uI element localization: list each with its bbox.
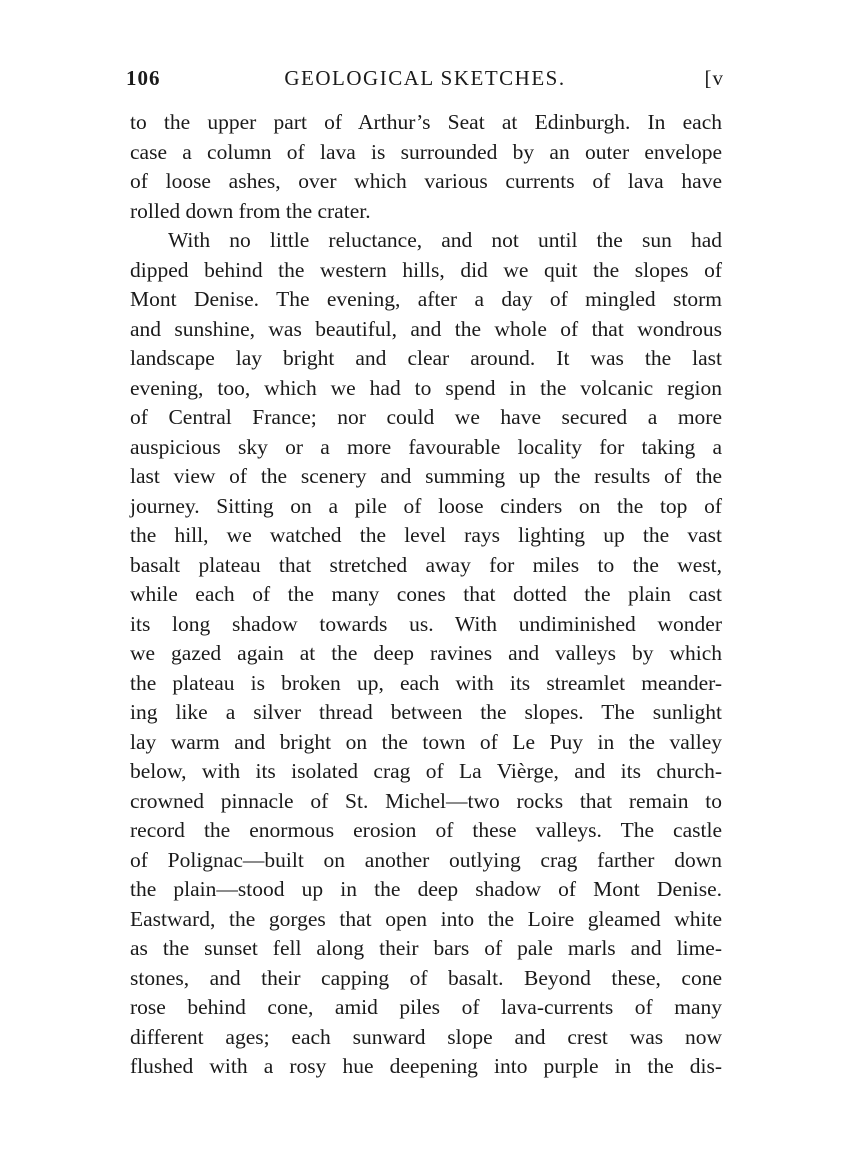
text-line: and sunshine, was beautiful, and the whole of that wondrous	[130, 316, 722, 341]
text-line: of Central France; nor could we have secured a more	[130, 405, 722, 429]
text-line: below, with its isolated crag of La Vièrge, and its church-	[130, 759, 722, 783]
text-line: lay warm and bright on the town of Le Puy in the valley	[130, 729, 722, 754]
chapter-mark: [v	[704, 66, 724, 90]
text-line: crowned pinnacle of St. Michel—two rocks that remain to	[130, 788, 722, 813]
text-line: its long shadow towards us. With undiminished wonder	[130, 611, 722, 636]
text-line: of loose ashes, over which various currents of lava have	[130, 169, 722, 193]
text-line: basalt plateau that stretched away for miles to the west,	[130, 552, 722, 577]
text-line: evening, too, which we had to spend in the volcanic region	[130, 375, 722, 400]
text-line: stones, and their capping of basalt. Beyond these, cone	[130, 965, 722, 990]
running-title: GEOLOGICAL SKETCHES.	[284, 66, 566, 90]
text-line: dipped behind the western hills, did we quit the slopes of	[130, 257, 722, 282]
text-line: Eastward, the gorges that open into the Loire gleamed white	[130, 906, 722, 931]
text-line: we gazed again at the deep ravines and valleys by which	[130, 641, 722, 665]
text-line: Mont Denise. The evening, after a day of mingled storm	[130, 287, 722, 311]
text-line: ing like a silver thread between the slopes. The sunlight	[130, 700, 722, 724]
text-line: journey. Sitting on a pile of loose cinders on the top of	[130, 493, 722, 518]
text-line: last view of the scenery and summing up the results of the	[130, 464, 722, 488]
running-head	[126, 66, 724, 96]
text-line: to the upper part of Arthur’s Seat at Edinburgh. In each	[130, 110, 722, 134]
text-line: as the sunset fell along their bars of pale marls and lime-	[130, 936, 722, 960]
page-number: 106	[126, 66, 161, 90]
paragraph-start-line: With no little reluctance, and not until the sun had	[168, 228, 722, 252]
text-line: the hill, we watched the level rays lighting up the vast	[130, 523, 722, 547]
text-line: while each of the many cones that dotted the plain cast	[130, 582, 722, 606]
text-line: of Polignac—built on another outlying crag farther down	[130, 847, 722, 872]
text-line: different ages; each sunward slope and crest was now	[130, 1024, 722, 1049]
text-line: landscape lay bright and clear around. It was the last	[130, 346, 722, 370]
text-line: the plateau is broken up, each with its streamlet meander-	[130, 670, 722, 695]
text-line: flushed with a rosy hue deepening into purple in the dis-	[130, 1054, 722, 1078]
text-line: the plain—stood up in the deep shadow of Mont Denise.	[130, 877, 722, 901]
text-line: auspicious sky or a more favourable locality for taking a	[130, 434, 722, 459]
text-line: rose behind cone, amid piles of lava-currents of many	[130, 995, 722, 1019]
body-text	[130, 108, 722, 1082]
text-line: case a column of lava is surrounded by an outer envelope	[130, 139, 722, 164]
text-line: record the enormous erosion of these valleys. The castle	[130, 818, 722, 842]
paragraph-end-line: rolled down from the crater.	[130, 198, 371, 223]
